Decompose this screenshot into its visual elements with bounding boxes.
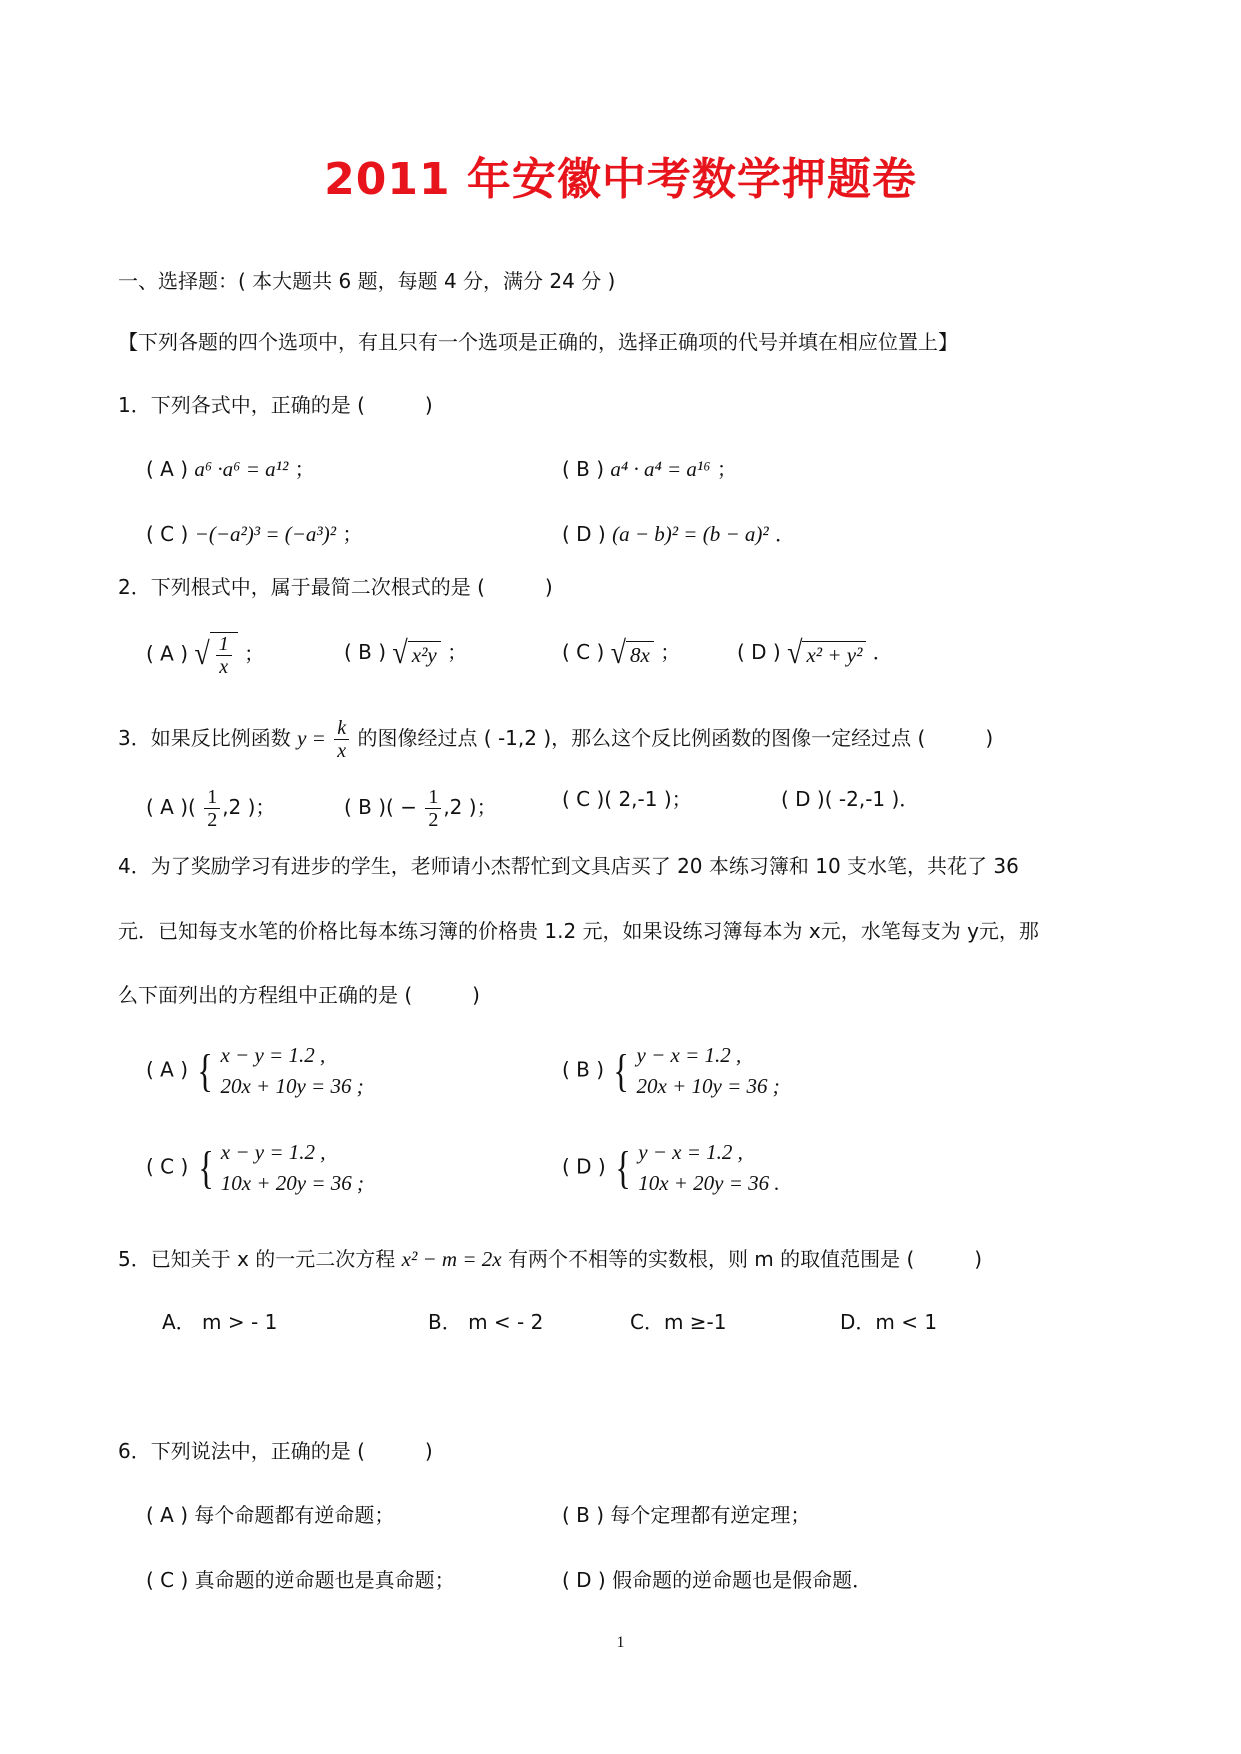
q2-option-b (344, 635, 468, 672)
q3-option-a (146, 786, 275, 831)
fraction-denominator: 2 (207, 809, 218, 831)
q3-a-fraction (204, 786, 220, 831)
section-instruction: 【下列各题的四个选项中，有且只有一个选项是正确的，选择正确项的代号并填在相应位置上】 (118, 330, 958, 354)
q2-option-a (146, 632, 264, 678)
q4-stem-line3: 么下面列出的方程组中正确的是 ( ) (118, 983, 480, 1007)
option-label: ( B ) (344, 640, 387, 664)
q3-option-c (562, 786, 692, 812)
q1-d-expr: (a − b)² = (b − a)² (612, 522, 769, 546)
q2-c-radical (610, 635, 654, 672)
q5-option-b: B． m < - 2 (428, 1310, 544, 1334)
q2-option-c (562, 635, 681, 672)
q4-c-system (195, 1137, 364, 1199)
option-label: ( C ) (562, 787, 605, 811)
q4-option-a (146, 1040, 364, 1102)
option-label: ( D ) (781, 787, 825, 811)
paren: ( (188, 795, 196, 819)
q4-option-b (562, 1040, 780, 1102)
q4-d-system (612, 1137, 780, 1199)
fraction-numerator: 1 (425, 786, 441, 809)
q4-stem-line2: 元．已知每支水笔的价格比每本练习簿的价格贵 1.2 元，如果设练习簿每本为 x元，水笔每支为 y元，那 (118, 919, 1039, 943)
q5-option-a: A． m > - 1 (162, 1310, 278, 1334)
q1-stem: 1．下列各式中，正确的是 ( ) (118, 393, 433, 417)
brace-icon: { (613, 1045, 630, 1096)
option-label: ( A ) (146, 1057, 189, 1082)
q6-stem: 6．下列说法中，正确的是 ( ) (118, 1439, 433, 1463)
option-label: ( D ) (737, 640, 781, 664)
q3-func-fraction (334, 717, 349, 762)
q2-b-radical (392, 635, 440, 672)
option-label: ( A ) (146, 641, 189, 666)
q2-d-radical (787, 635, 866, 672)
radical-sign: √ (610, 635, 627, 672)
q2-stem: 2．下列根式中，属于最简二次根式的是 ( ) (118, 575, 553, 599)
page-number: 1 (616, 1634, 625, 1651)
option-rest: ,2 )； (443, 795, 497, 819)
brace-icon: { (197, 1045, 214, 1096)
equation-row-1: y − x = 1.2 , (638, 1140, 743, 1164)
fraction-denominator: x (219, 656, 229, 678)
q5-stem-pre: 5．已知关于 x 的一元二次方程 (118, 1247, 396, 1271)
q3-option-b (344, 786, 497, 831)
option-label: ( B ) (562, 457, 605, 481)
option-label: ( C ) (146, 1154, 189, 1179)
option-label: ( A ) (146, 795, 189, 819)
equation-row-1: x − y = 1.2 , (220, 1043, 326, 1067)
section-heading: 一、选择题：( 本大题共 6 题，每题 4 分，满分 24 分 ) (118, 269, 616, 293)
option-label: ( B ) (562, 1057, 605, 1082)
fraction-denominator: x (337, 740, 347, 762)
radicand: x²y (408, 641, 441, 668)
option-label: ( B ) (344, 795, 387, 819)
radicand (210, 632, 238, 678)
q2-a-radical (194, 632, 237, 678)
equation-row-2: 10x + 20y = 36 ; (220, 1171, 364, 1195)
q1-a-expr: a⁶ ·a⁶ = a¹² (194, 457, 289, 481)
q4-option-d (562, 1137, 780, 1199)
q4-b-system (610, 1040, 779, 1102)
option-text: ( 2,-1 )； (604, 787, 692, 811)
q5-equation: x² − m = 2x (401, 1247, 502, 1271)
option-end: ； (447, 640, 468, 664)
option-end: ； (660, 640, 681, 664)
option-rest: ,2 )； (222, 795, 276, 819)
q4-stem-line1: 4．为了奖励学习有进步的学生，老师请小杰帮忙到文具店买了 20 本练习簿和 10 支水笔，共花了 36 (118, 854, 1019, 878)
q3-b-fraction (425, 786, 441, 831)
fraction-numerator: k (334, 717, 349, 740)
radical-sign: √ (194, 636, 210, 673)
q3-func-lhs: y = (297, 726, 326, 750)
radicand: 8x (626, 641, 654, 668)
option-label: ( C ) (146, 522, 189, 546)
radical-sign: √ (787, 635, 803, 672)
radicand: x² + y² (802, 641, 866, 668)
option-end: ； (244, 641, 265, 666)
option-end: ． (872, 640, 893, 664)
equation-row-2: 20x + 10y = 36 ; (220, 1074, 364, 1098)
q5-option-d: D．m < 1 (840, 1310, 938, 1334)
q6-option-c: ( C ) 真命题的逆命题也是真命题； (146, 1568, 455, 1592)
q1-b-expr: a⁴ · a⁴ = a¹⁶ (610, 457, 711, 481)
option-label: ( D ) (562, 522, 606, 546)
q5-stem-post: 有两个不相等的实数根，则 m 的取值范围是 ( ) (507, 1247, 983, 1271)
page-title: 2011 年安徽中考数学押题卷 (324, 154, 917, 205)
option-label: ( C ) (562, 640, 605, 664)
q4-a-system (194, 1040, 363, 1102)
equation-row-2: 20x + 10y = 36 ; (636, 1074, 780, 1098)
q6-option-d: ( D ) 假命题的逆命题也是假命题． (562, 1568, 873, 1592)
option-text: ( -2,-1 )． (824, 787, 920, 811)
q3-stem-pre: 3．如果反比例函数 (118, 726, 291, 750)
q1-option-c (146, 521, 362, 547)
q1-option-a (146, 456, 315, 482)
q6-option-b: ( B ) 每个定理都有逆定理； (562, 1503, 811, 1527)
option-end: ； (716, 457, 737, 481)
fraction-denominator: 2 (428, 809, 439, 831)
option-end: ； (342, 522, 363, 546)
q5-option-c: C．m ≥-1 (630, 1310, 727, 1334)
equation-row-2: 10x + 20y = 36 . (638, 1171, 780, 1195)
brace-icon: { (615, 1142, 631, 1193)
equation-row-1: x − y = 1.2 , (220, 1140, 326, 1164)
radical-sign: √ (392, 635, 408, 672)
option-end: ． (775, 522, 796, 546)
option-end: ； (294, 457, 315, 481)
q1-option-d (562, 521, 795, 547)
paren: ( − (386, 795, 417, 819)
q6-option-a: ( A ) 每个命题都有逆命题； (146, 1503, 395, 1527)
q3-option-d (781, 786, 919, 812)
q1-c-expr: −(−a²)³ = (−a³)² (194, 522, 336, 546)
equation-row-1: y − x = 1.2 , (636, 1043, 742, 1067)
q3-stem (118, 717, 993, 762)
option-label: ( D ) (562, 1154, 606, 1179)
q2-option-d (737, 635, 893, 672)
fraction-numerator: 1 (204, 786, 220, 809)
fraction-numerator: 1 (216, 633, 232, 656)
q3-stem-post: 的图像经过点 ( -1,2 )，那么这个反比例函数的图像一定经过点 ( ) (357, 726, 994, 750)
q5-stem (118, 1246, 982, 1272)
option-label: ( A ) (146, 457, 189, 481)
q1-option-b (562, 456, 737, 482)
q4-option-c (146, 1137, 364, 1199)
brace-icon: { (197, 1142, 214, 1193)
